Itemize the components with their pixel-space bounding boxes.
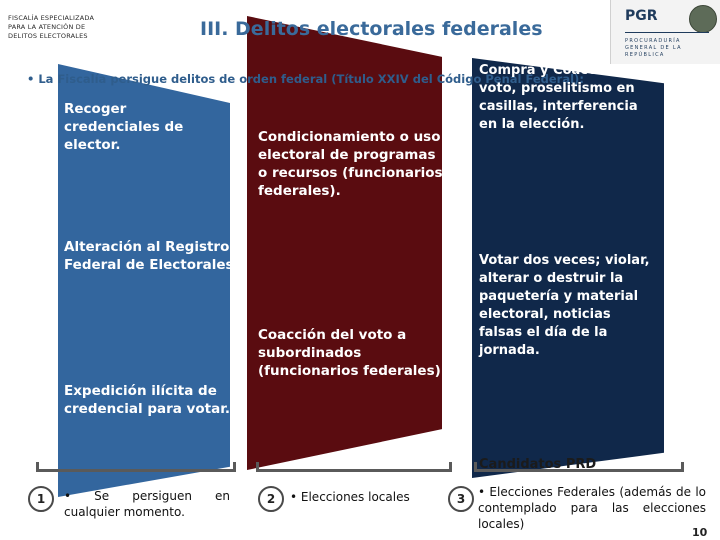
crime-blue-3: Expedición ilícita de credencial para votar. xyxy=(64,383,231,417)
group-number-3: 3 xyxy=(448,486,474,512)
page-title: III. Delitos electorales federales xyxy=(200,18,543,40)
group-note-1: • Se persiguen en cualquier momento. xyxy=(64,489,230,519)
group-note-2: • Elecciones locales xyxy=(290,490,410,504)
group-number-2: 2 xyxy=(258,486,284,512)
crime-blue-1: Recoger credenciales de elector. xyxy=(64,101,184,153)
agency-name: FISCALÍA ESPECIALIZADA PARA LA ATENCIÓN DE DELITOS ELECTORALES xyxy=(8,14,95,40)
crime-blue-2: Alteración al Registro Federal de Electorales. xyxy=(64,239,239,273)
intro-bullet: • La Fiscalía persigue delitos de orden federal (Título XXIV del Código Penal Federal): xyxy=(27,72,584,86)
crime-navy-2: Votar dos veces; violar, alterar o destruir la paquetería y material electoral, noticias falsas el día de la jornada. xyxy=(479,253,650,358)
national-seal-icon xyxy=(689,5,717,33)
crime-red-1: Condicionamiento o uso electoral de programas o recursos (funcionarios federales). xyxy=(258,129,443,199)
logo-acronym: PGR xyxy=(625,8,658,24)
logo-subtitle: PROCURADURÍA GENERAL DE LA REPÚBLICA xyxy=(625,38,682,58)
brace-group-2 xyxy=(256,462,452,472)
crime-navy-3: Candidatos PRD xyxy=(479,457,597,472)
crime-navy-1: Compra y Coacción del voto, proselitismo en casillas, interferencia en la elección. xyxy=(479,63,646,132)
pgr-logo xyxy=(610,0,720,64)
logo-divider xyxy=(625,32,709,33)
group-number-1: 1 xyxy=(28,486,54,512)
brace-group-3 xyxy=(474,462,684,472)
crime-red-2: Coacción del voto a subordinados (funcionarios federales). xyxy=(258,327,446,379)
group-note-3: • Elecciones Federales (además de lo contemplado para las elecciones locales) xyxy=(478,485,706,531)
brace-group-1 xyxy=(36,462,236,472)
page-number: 10 xyxy=(692,526,708,539)
